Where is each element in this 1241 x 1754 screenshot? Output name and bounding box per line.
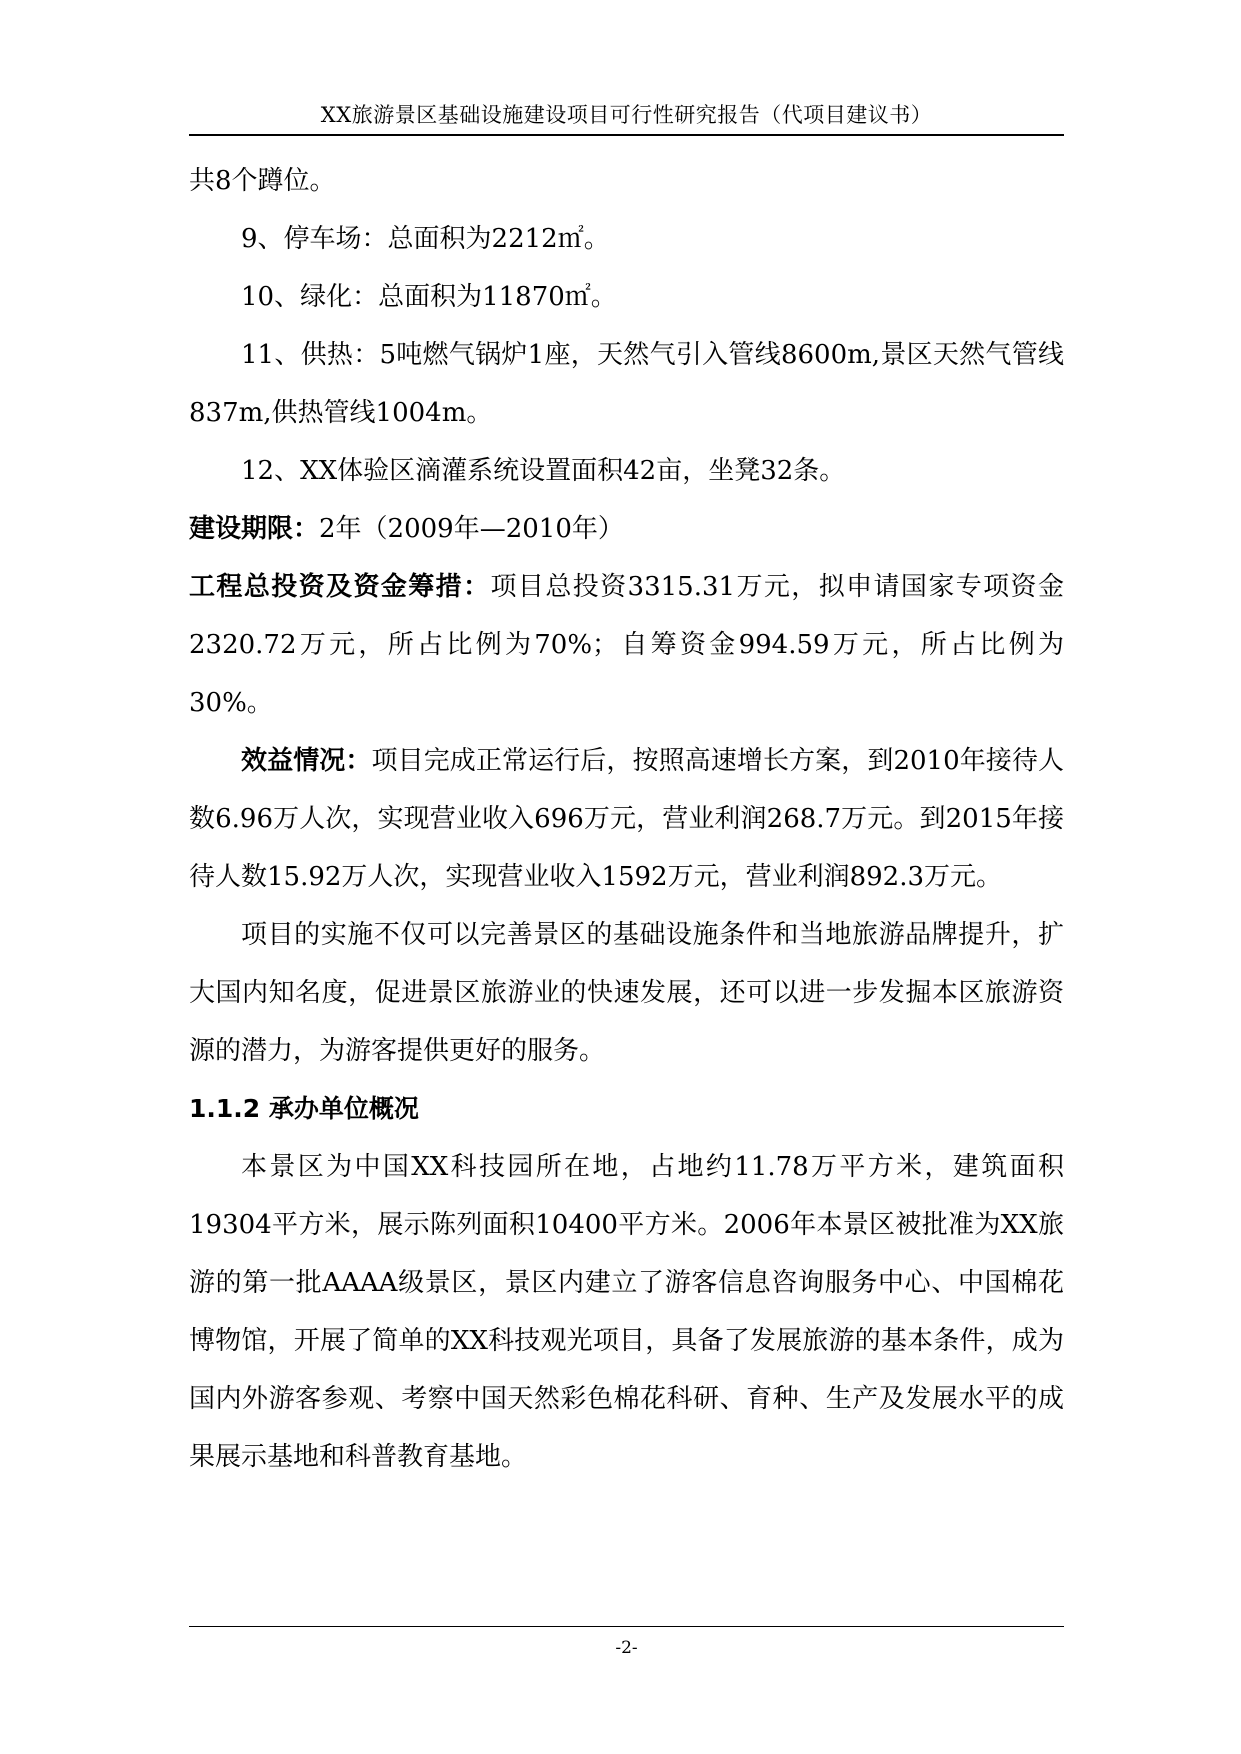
benefit-label: 效益情况： — [241, 746, 372, 776]
paragraph-overview: 本景区为中国XX科技园所在地，占地约11.78万平方米，建筑面积19304平方米，展示陈列面积10400平方米。2006年本景区被批准为XX旅游的第一批AAAA级景区，景区内建立了游客信息咨询服务中心、中国棉花博物馆，开展了简单的XX科技观光项目，具备了发展旅游的基本条件，成为国内外游客参观、考察中国天然彩色棉花科研、育种、生产及发展水平的成果展示基地和科普教育基地。 — [189, 1152, 1064, 1472]
section-heading: 1.1.2 承办单位概况 — [189, 1094, 419, 1123]
paragraph-significance: 项目的实施不仅可以完善景区的基础设施条件和当地旅游品牌提升，扩大国内知名度，促进景区旅游业的快速发展，还可以进一步发掘本区旅游资源的潜力，为游客提供更好的服务。 — [189, 920, 1064, 1066]
paragraph-toilet-count: 共8个蹲位。 — [189, 166, 336, 196]
paragraph-construction-period — [189, 500, 1064, 558]
running-header — [189, 100, 1064, 136]
construction-period-label: 建设期限： — [189, 514, 320, 544]
paragraph-parking: 9、停车场：总面积为2212㎡。 — [241, 224, 610, 254]
paragraph-greening: 10、绿化：总面积为11870㎡。 — [241, 282, 617, 312]
paragraph-drip-irrigation: 12、XX体验区滴灌系统设置面积42亩，坐凳32条。 — [241, 456, 846, 486]
construction-period-value: 2年（2009年—2010年） — [319, 514, 624, 544]
paragraph-investment — [189, 558, 1064, 732]
footer-divider — [189, 1626, 1064, 1627]
document-title: XX旅游景区基础设施建设项目可行性研究报告（代项目建议书） — [320, 103, 933, 127]
page-number: -2- — [615, 1638, 638, 1658]
investment-value: 项目总投资3315.31万元，拟申请国家专项资金2320.72万元，所占比例为70%；自筹资金994.59万元，所占比例为30%。 — [189, 572, 1064, 718]
paragraph-benefit — [189, 732, 1064, 906]
paragraph-heating: 11、供热：5吨燃气锅炉1座，天然气引入管线8600m,景区天然气管线837m,供热管线1004m。 — [189, 340, 1064, 428]
document-body — [189, 152, 1064, 1486]
benefit-value: 项目完成正常运行后，按照高速增长方案，到2010年接待人数6.96万人次，实现营业收入696万元，营业利润268.7万元。到2015年接待人数15.92万人次，实现营业收入1592万元，营业利润892.3万元。 — [189, 746, 1064, 892]
investment-label: 工程总投资及资金筹措： — [189, 572, 491, 602]
